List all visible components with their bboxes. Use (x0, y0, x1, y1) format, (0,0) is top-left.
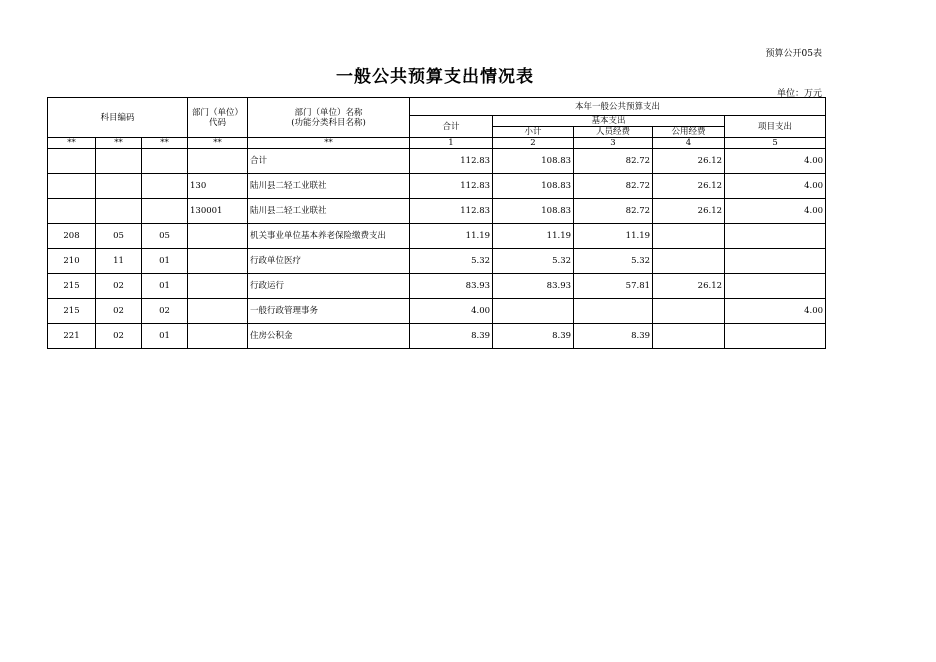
table-row (48, 249, 826, 274)
table-row (48, 274, 826, 299)
index-cell: 4 (653, 138, 725, 149)
dept-name-header-line2: (功能分类科目名称) (291, 117, 366, 128)
form-number: 预算公开05表 (765, 49, 822, 59)
dept-code-header-line1: 部门（单位） (192, 107, 244, 118)
total-value: 112.83 (410, 199, 493, 224)
index-cell: ** (142, 138, 188, 149)
dept-name-header-line1: 部门（单位）名称 (294, 107, 363, 118)
dept-name: 一般行政管理事务 (248, 299, 410, 324)
public-fund-value: 26.12 (653, 174, 725, 199)
personnel-value: 82.72 (574, 199, 653, 224)
subitem-code (142, 174, 188, 199)
project-value (725, 274, 826, 299)
total-value: 8.39 (410, 324, 493, 349)
table-row (48, 174, 826, 199)
dept-code (188, 224, 248, 249)
dept-name: 机关事业单位基本养老保险缴费支出 (248, 224, 410, 249)
dept-code (188, 249, 248, 274)
subitem-code (142, 199, 188, 224)
project-header: 项目支出 (725, 116, 826, 138)
subtotal-value (493, 299, 574, 324)
basic-header: 基本支出 (493, 116, 725, 127)
personnel-value (574, 299, 653, 324)
subitem-code (142, 149, 188, 174)
table-row (48, 199, 826, 224)
subtotal-value: 5.32 (493, 249, 574, 274)
total-value: 5.32 (410, 249, 493, 274)
index-cell: ** (48, 138, 96, 149)
dept-name: 行政单位医疗 (248, 249, 410, 274)
table-row (48, 324, 826, 349)
dept-name-header (248, 98, 410, 138)
header-row-1 (48, 98, 826, 116)
item-code: 05 (96, 224, 142, 249)
dept-code: 130 (188, 174, 248, 199)
personnel-value: 82.72 (574, 149, 653, 174)
project-value: 4.00 (725, 299, 826, 324)
personnel-value: 8.39 (574, 324, 653, 349)
dept-name: 住房公积金 (248, 324, 410, 349)
item-code (96, 174, 142, 199)
project-value: 4.00 (725, 149, 826, 174)
personnel-value: 82.72 (574, 174, 653, 199)
personnel-value: 11.19 (574, 224, 653, 249)
class-code: 215 (48, 299, 96, 324)
dept-name: 合计 (248, 149, 410, 174)
project-value (725, 324, 826, 349)
item-code: 11 (96, 249, 142, 274)
subitem-code: 01 (142, 274, 188, 299)
subtotal-value: 108.83 (493, 149, 574, 174)
class-code: 221 (48, 324, 96, 349)
class-code: 210 (48, 249, 96, 274)
class-code (48, 174, 96, 199)
dept-name: 行政运行 (248, 274, 410, 299)
dept-code (188, 274, 248, 299)
public-fund-value (653, 299, 725, 324)
index-cell: ** (248, 138, 410, 149)
project-value: 4.00 (725, 199, 826, 224)
subject-code-header: 科目编码 (48, 98, 188, 138)
index-cell: 5 (725, 138, 826, 149)
subitem-code: 01 (142, 324, 188, 349)
personnel-header: 人员经费 (574, 127, 653, 138)
class-code (48, 199, 96, 224)
total-value: 112.83 (410, 174, 493, 199)
dept-code-header-line2: 代码 (209, 117, 227, 128)
current-year-header: 本年一般公共预算支出 (410, 98, 826, 116)
class-code (48, 149, 96, 174)
total-header: 合计 (410, 116, 493, 138)
public-fund-value: 26.12 (653, 149, 725, 174)
dept-name: 陆川县二轻工业联社 (248, 199, 410, 224)
total-value: 4.00 (410, 299, 493, 324)
index-cell: ** (188, 138, 248, 149)
item-code: 02 (96, 274, 142, 299)
class-code: 215 (48, 274, 96, 299)
dept-code (188, 324, 248, 349)
public-fund-value: 26.12 (653, 274, 725, 299)
dept-code: 130001 (188, 199, 248, 224)
dept-code (188, 149, 248, 174)
unit-label: 单位：万元 (776, 89, 822, 99)
subtotal-value: 11.19 (493, 224, 574, 249)
item-code (96, 199, 142, 224)
class-code: 208 (48, 224, 96, 249)
dept-code (188, 299, 248, 324)
index-cell: 3 (574, 138, 653, 149)
subtotal-value: 108.83 (493, 174, 574, 199)
public-fund-value: 26.12 (653, 199, 725, 224)
project-value: 4.00 (725, 174, 826, 199)
public-fund-value (653, 324, 725, 349)
index-cell: 1 (410, 138, 493, 149)
budget-table (47, 97, 826, 349)
project-value (725, 224, 826, 249)
dept-name: 陆川县二轻工业联社 (248, 174, 410, 199)
subitem-code: 02 (142, 299, 188, 324)
personnel-value: 57.81 (574, 274, 653, 299)
public-fund-value (653, 224, 725, 249)
page-title: 一般公共预算支出情况表 (336, 67, 534, 87)
public-fund-value (653, 249, 725, 274)
total-value: 112.83 (410, 149, 493, 174)
subtotal-value: 108.83 (493, 199, 574, 224)
public-fund-header: 公用经费 (653, 127, 725, 138)
subitem-code: 05 (142, 224, 188, 249)
dept-code-header (188, 98, 248, 138)
table-row (48, 299, 826, 324)
total-value: 83.93 (410, 274, 493, 299)
item-code (96, 149, 142, 174)
subtotal-header: 小计 (493, 127, 574, 138)
index-row (48, 138, 826, 149)
index-cell: 2 (493, 138, 574, 149)
personnel-value: 5.32 (574, 249, 653, 274)
project-value (725, 249, 826, 274)
subtotal-value: 83.93 (493, 274, 574, 299)
subtotal-value: 8.39 (493, 324, 574, 349)
table-row (48, 224, 826, 249)
subitem-code: 01 (142, 249, 188, 274)
item-code: 02 (96, 324, 142, 349)
total-value: 11.19 (410, 224, 493, 249)
item-code: 02 (96, 299, 142, 324)
index-cell: ** (96, 138, 142, 149)
table-row (48, 149, 826, 174)
